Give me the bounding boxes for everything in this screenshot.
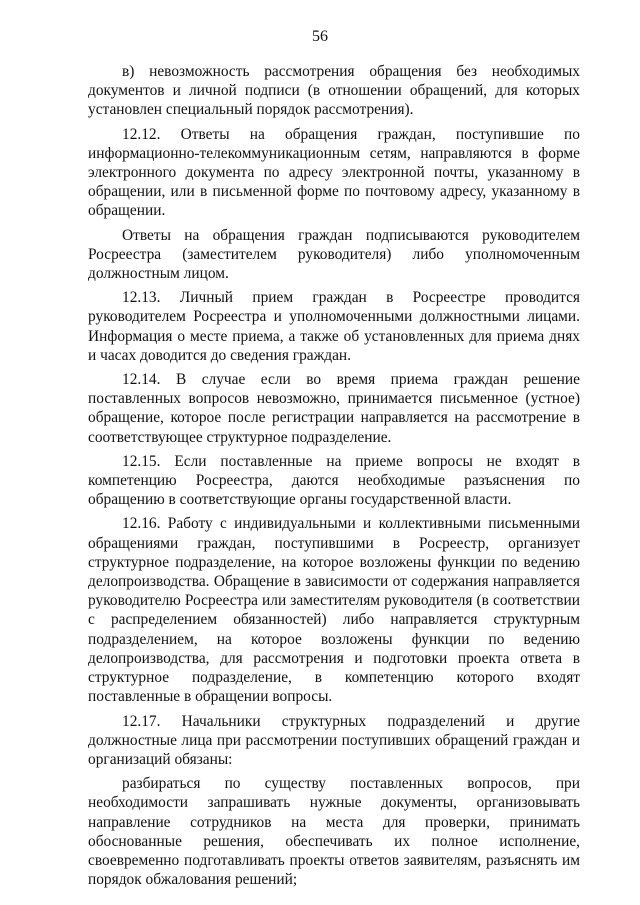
page-number: 56 — [312, 28, 328, 45]
document-body — [88, 62, 580, 894]
paragraph-12-13: 12.13. Личный прием граждан в Росреестре проводится руководителем Росреестра и уполномоченными должностными лицами. Информация о месте приема, а также об установленных для приема днях и часах доводится до сведения граждан. — [88, 289, 580, 364]
paragraph-12-17: 12.17. Начальники структурных подразделений и другие должностные лица при рассмотрении поступивших обращений граждан и организаций обязаны: — [88, 712, 580, 768]
paragraph-12-16: 12.16. Работу с индивидуальными и коллективными письменными обращениями граждан, поступившими в Росреестр, организует структурное подразделение, на которое возложены функции по ведению делопроизводства. Обращение в зависимости от содержания направляется руководителю Росреестра или заместителям руководителя (в соответствии с распределением обязанностей) либо направляется структурным подразделением, на которое возложены функции по ведению делопроизводства, для рассмотрения и подготовки проекта ответа в структурное подразделение, в компетенцию которого входят поставленные в обращении вопросы. — [88, 515, 580, 706]
paragraph-12-12: 12.12. Ответы на обращения граждан, поступившие по информационно-телекоммуникационным сетям, направляются в форме электронного документа по адресу электронной почты, указанному в обращении, или в письменной форме по почтовому адресу, указанному в обращении. — [88, 125, 580, 220]
paragraph-item-v: в) невозможность рассмотрения обращения без необходимых документов и личной подписи (в отношении обращений, для которых установлен специальный порядок рассмотрения). — [88, 63, 580, 119]
paragraph-12-15: 12.15. Если поставленные на приеме вопросы не входят в компетенцию Росреестра, даются необходимые разъяснения по обращению в соответствующие органы государственной власти. — [88, 452, 580, 509]
paragraph-12-14: 12.14. В случае если во время приема граждан решение поставленных вопросов невозможно, принимается письменное (устное) обращение, которое после регистрации направляется на рассмотрение в соответствующее структурное подразделение. — [88, 371, 580, 446]
paragraph-12-12-signature: Ответы на обращения граждан подписываются руководителем Росреестра (заместителем руководителя) либо уполномоченным должностным лицом. — [88, 226, 580, 283]
paragraph-12-17-duties: разбираться по существу поставленных вопросов, при необходимости запрашивать нужные документы, организовывать направление сотрудников на места для проверки, принимать обоснованные решения, обеспечивать их полное исполнение, своевременно подготавливать проекты ответов заявителям, разъяснять им порядок обжалования решений; — [88, 775, 580, 889]
